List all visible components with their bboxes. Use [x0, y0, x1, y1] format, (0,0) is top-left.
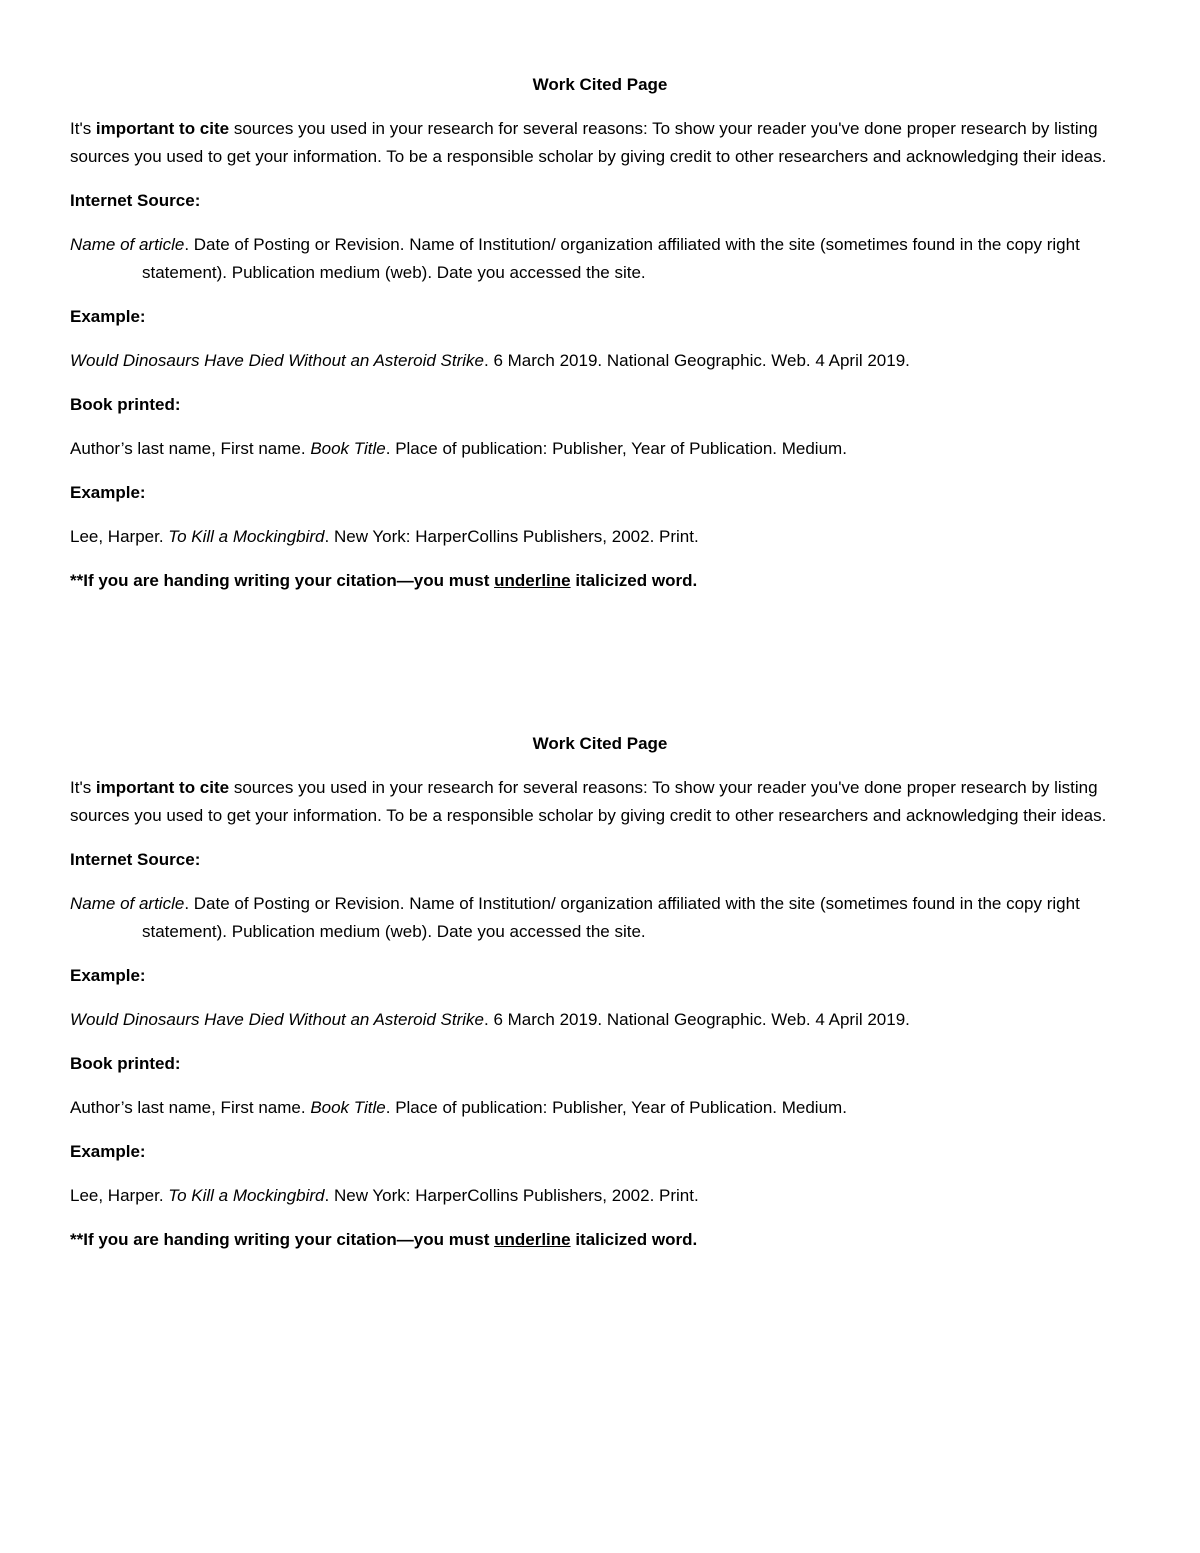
example-article-title: Would Dinosaurs Have Died Without an Asteroid Strike: [70, 1010, 485, 1029]
book-format-pre: Author’s last name, First name.: [70, 1098, 311, 1117]
format-rest: . Date of Posting or Revision. Name of Institution/ organization affiliated with the site (sometimes found in the copy right statement). Publication medium (web). Date you accessed the site.: [142, 235, 1080, 282]
example-heading: Example:: [70, 966, 146, 985]
intro-pre: It's: [70, 778, 96, 797]
work-cited-section-1: [70, 71, 1130, 611]
format-rest: . Date of Posting or Revision. Name of Institution/ organization affiliated with the site (sometimes found in the copy right statement). Publication medium (web). Date you accessed the site.: [142, 894, 1080, 941]
note-pre: **If you are handing writing your citation—you must: [70, 1230, 495, 1249]
book-example-rest: . New York: HarperCollins Publishers, 2002. Print.: [324, 527, 699, 546]
book-example-rest: . New York: HarperCollins Publishers, 2002. Print.: [324, 1186, 699, 1205]
page-title: Work Cited Page: [532, 75, 668, 94]
internet-source-heading: Internet Source:: [70, 850, 201, 869]
internet-example-citation: [70, 1006, 1130, 1034]
intro-bold: important to cite: [95, 778, 230, 797]
example-article-title: Would Dinosaurs Have Died Without an Asteroid Strike: [70, 351, 485, 370]
intro-post: sources you used in your research for several reasons: To show your reader you've done proper research by listing sources you used to get your information. To be a responsible scholar by giving credit to other researchers and acknowledging their ideas.: [70, 778, 1107, 825]
example-heading: Example:: [70, 483, 146, 502]
book-format: [70, 1094, 1130, 1122]
book-example-citation: [70, 1182, 1130, 1210]
book-format-title: Book Title: [310, 439, 386, 458]
book-format-rest: . Place of publication: Publisher, Year of Publication. Medium.: [385, 439, 847, 458]
book-example-title: To Kill a Mockingbird: [168, 527, 325, 546]
book-example-pre: Lee, Harper.: [70, 1186, 169, 1205]
internet-source-format: [70, 890, 1130, 946]
book-example-pre: Lee, Harper.: [70, 527, 169, 546]
internet-source-format: [70, 231, 1130, 287]
note-underline: underline: [494, 571, 571, 590]
book-format: [70, 435, 1130, 463]
book-format-rest: . Place of publication: Publisher, Year of Publication. Medium.: [385, 1098, 847, 1117]
example-rest: . 6 March 2019. National Geographic. Web. 4 April 2019.: [484, 1010, 910, 1029]
internet-source-heading: Internet Source:: [70, 191, 201, 210]
format-article-name: Name of article: [70, 235, 185, 254]
handwriting-note: [70, 567, 1130, 595]
example-heading: Example:: [70, 1142, 146, 1161]
note-underline: underline: [494, 1230, 571, 1249]
example-rest: . 6 March 2019. National Geographic. Web. 4 April 2019.: [484, 351, 910, 370]
note-post: italicized word.: [570, 1230, 698, 1249]
intro-pre: It's: [70, 119, 96, 138]
book-example-citation: [70, 523, 1130, 551]
book-format-pre: Author’s last name, First name.: [70, 439, 311, 458]
internet-example-citation: [70, 347, 1130, 375]
intro-bold: important to cite: [95, 119, 230, 138]
book-printed-heading: Book printed:: [70, 395, 181, 414]
handwriting-note: [70, 1226, 1130, 1254]
intro-paragraph: [70, 115, 1130, 171]
intro-post: sources you used in your research for several reasons: To show your reader you've done proper research by listing sources you used to get your information. To be a responsible scholar by giving credit to other researchers and acknowledging their ideas.: [70, 119, 1107, 166]
format-article-name: Name of article: [70, 894, 185, 913]
intro-paragraph: [70, 774, 1130, 830]
book-example-title: To Kill a Mockingbird: [168, 1186, 325, 1205]
page-title: Work Cited Page: [532, 734, 668, 753]
work-cited-section-2: [70, 730, 1130, 1270]
example-heading: Example:: [70, 307, 146, 326]
book-printed-heading: Book printed:: [70, 1054, 181, 1073]
note-post: italicized word.: [570, 571, 698, 590]
note-pre: **If you are handing writing your citation—you must: [70, 571, 495, 590]
book-format-title: Book Title: [310, 1098, 386, 1117]
